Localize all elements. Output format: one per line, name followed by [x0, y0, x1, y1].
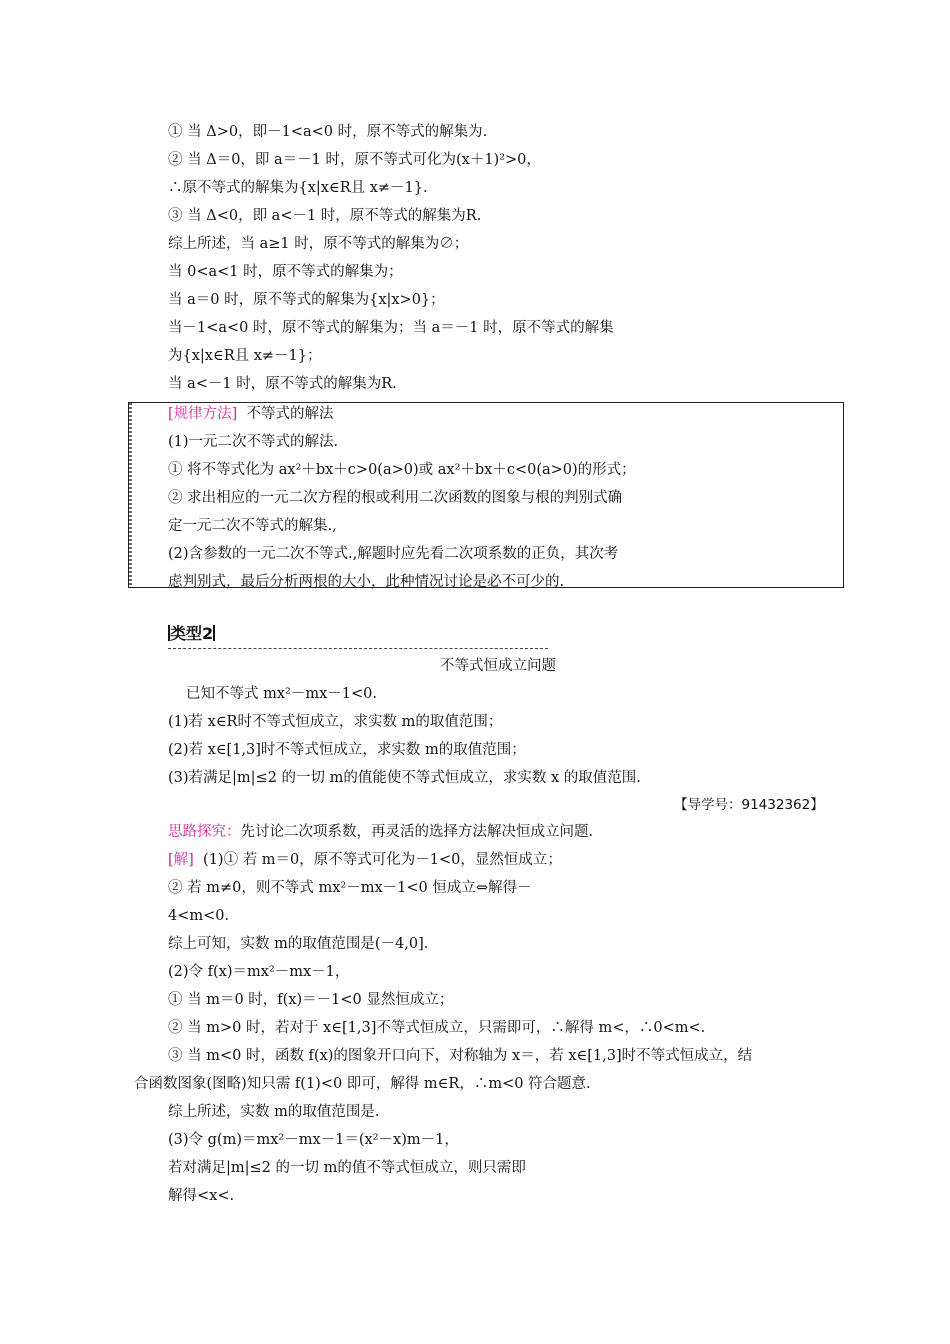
type-bar-right — [213, 625, 215, 641]
type-label — [168, 624, 215, 644]
solution-line: ② 当 m>0 时，若对于 x∈[1,3]不等式恒成立，只需即可，∴解得 m<，∴0<m<. — [168, 1020, 706, 1036]
text-line: ∴原不等式的解集为{x|x∈R且 x≠－1}. — [168, 180, 428, 196]
solution-line: ① 当 m＝0 时，f(x)＝－1<0 显然恒成立； — [168, 992, 454, 1008]
solution-first-text: (1)① 若 m＝0，原不等式可化为－1<0，显然恒成立； — [203, 852, 562, 868]
solution-line: 综上可知，实数 m的取值范围是(－4,0]. — [168, 936, 429, 952]
text-line: 当 0<a<1 时，原不等式的解集为； — [168, 264, 403, 280]
type-label-text: 类型2 — [170, 624, 214, 643]
box-dotted-edge — [129, 403, 132, 587]
solution-line: ② 若 m≠0，则不等式 mx²－mx－1<0 恒成立⇔解得－ — [168, 880, 532, 896]
problem-part: (3)若满足|m|≤2 的一切 m的值能使不等式恒成立，求实数 x 的取值范围. — [168, 770, 641, 786]
problem-part: (1)若 x∈R时不等式恒成立，求实数 m的取值范围； — [168, 714, 503, 730]
method-line: 定一元二次不等式的解集., — [168, 518, 337, 534]
method-line: (2)含参数的一元二次不等式.,解题时应先看二次项系数的正负，其次考 — [168, 546, 619, 562]
text-line: 当 a<－1 时，原不等式的解集为R. — [168, 376, 397, 392]
thinking-line — [168, 822, 593, 842]
solution-line: 解得<x<. — [168, 1188, 235, 1204]
type-title: 不等式恒成立问题 — [440, 658, 556, 674]
solution-line: (3)令 g(m)＝mx²－mx－1＝(x²－x)m－1， — [168, 1132, 459, 1148]
problem-stem: 已知不等式 mx²－mx－1<0. — [186, 686, 377, 702]
text-line: 当 a＝0 时，原不等式的解集为{x|x>0}； — [168, 292, 445, 308]
method-line: 虑判别式，最后分析两根的大小，此种情况讨论是必不可少的. — [168, 574, 565, 590]
solution-line: (2)令 f(x)＝mx²－mx－1， — [168, 964, 350, 980]
solution-line: 合函数图象(图略)知只需 f(1)<0 即可，解得 m∈R，∴m<0 符合题意. — [134, 1076, 591, 1092]
thinking-text: 先讨论二次项系数，再灵活的选择方法解决恒成立问题. — [240, 824, 594, 840]
solution-line: 若对满足|m|≤2 的一切 m的值不等式恒成立，则只需即 — [168, 1160, 526, 1176]
text-line: 为{x|x∈R且 x≠－1}； — [168, 348, 322, 364]
method-label: [规律方法] — [168, 406, 238, 422]
solution-first-line — [168, 850, 562, 870]
method-title: 不等式的解法 — [246, 406, 334, 422]
method-line: (1)一元二次不等式的解法. — [168, 434, 339, 450]
text-line: ② 当 Δ＝0，即 a＝－1 时，原不等式可化为(x＋1)²>0， — [168, 152, 541, 168]
text-line: ③ 当 Δ<0，即 a<－1 时，原不等式的解集为R. — [168, 208, 482, 224]
problem-part: (2)若 x∈[1,3]时不等式恒成立，求实数 m的取值范围； — [168, 742, 526, 758]
text-line: ① 当 Δ>0，即－1<a<0 时，原不等式的解集为. — [168, 124, 488, 140]
method-header — [168, 404, 334, 424]
thinking-label: 思路探究： — [168, 824, 241, 840]
solution-line: 4<m<0. — [168, 908, 230, 924]
solution-line: 综上所述，实数 m的取值范围是. — [168, 1104, 380, 1120]
text-line: 综上所述，当 a≥1 时，原不等式的解集为∅； — [168, 236, 469, 252]
solution-label: [解] — [168, 852, 194, 868]
solution-line: ③ 当 m<0 时，函数 f(x)的图象开口向下，对称轴为 x＝，若 x∈[1,3]时不等式恒成立，结 — [168, 1048, 753, 1064]
method-line: ① 将不等式化为 ax²＋bx＋c>0(a>0)或 ax²＋bx＋c<0(a>0)的形式； — [168, 462, 636, 478]
method-line: ② 求出相应的一元二次方程的根或利用二次函数的图象与根的判别式确 — [168, 490, 623, 506]
guide-number: 【导学号：91432362】 — [674, 797, 824, 813]
dashed-divider — [168, 648, 548, 649]
text-line: 当－1<a<0 时，原不等式的解集为；当 a＝－1 时，原不等式的解集 — [168, 320, 614, 336]
